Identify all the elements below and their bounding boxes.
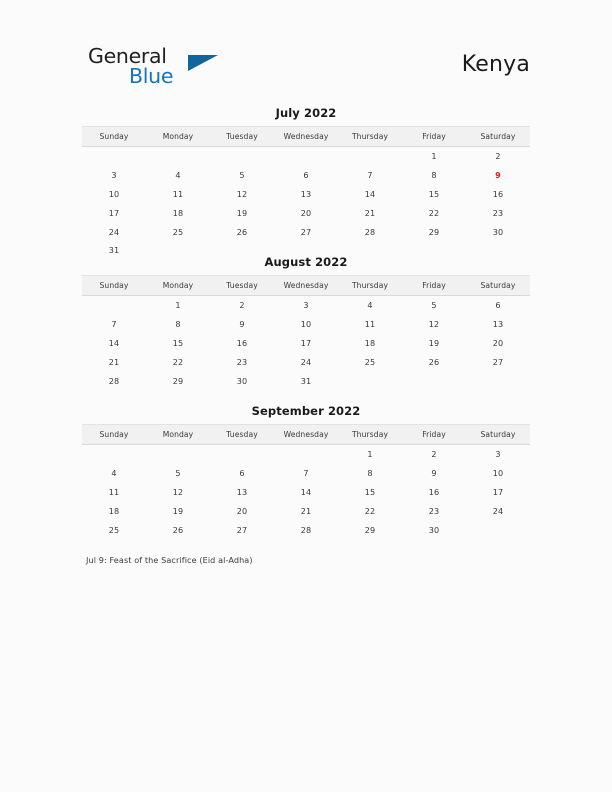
month-title: July 2022 [275,106,337,120]
day-cell[interactable]: 11 [172,188,184,199]
day-cell[interactable]: 18 [364,337,376,348]
day-cell[interactable]: 2 [239,300,245,311]
weekday-header-row [82,276,530,296]
day-cell[interactable]: 26 [172,524,184,535]
day-cell-empty [338,147,402,166]
month-block-july [82,106,530,260]
day-cell[interactable]: 1 [431,151,437,162]
day-cell[interactable]: 13 [300,188,312,199]
day-cell-empty [466,371,530,390]
weekday-header-wednesday: Wednesday [274,425,338,445]
weekday-header-monday: Monday [146,127,210,147]
day-cell[interactable]: 29 [172,375,184,386]
day-cell[interactable]: 22 [428,207,440,218]
week-row [82,334,530,353]
day-cell-empty [210,445,274,464]
weekday-header-sunday: Sunday [82,425,146,445]
day-cell[interactable]: 16 [236,337,248,348]
weekday-header-saturday: Saturday [466,425,530,445]
day-cell[interactable]: 30 [492,226,504,237]
day-cell[interactable]: 16 [428,486,440,497]
weekday-header-saturday: Saturday [466,127,530,147]
weekday-header-row [82,425,530,445]
day-cell[interactable]: 27 [236,524,248,535]
day-cell[interactable]: 26 [236,226,248,237]
day-cell[interactable]: 8 [431,170,437,181]
week-row [82,352,530,371]
day-cell[interactable]: 23 [428,505,440,516]
day-cell[interactable]: 25 [364,356,376,367]
weekday-header-thursday: Thursday [338,127,402,147]
week-row [82,445,530,464]
week-row [82,185,530,204]
day-cell[interactable]: 7 [303,468,309,479]
day-cell[interactable]: 6 [303,170,309,181]
day-cell-empty [274,445,338,464]
day-cell[interactable]: 21 [300,505,312,516]
week-row [82,483,530,502]
day-cell-empty [146,445,210,464]
month-body [82,296,530,390]
day-cell[interactable]: 2 [495,151,501,162]
day-cell[interactable]: 29 [428,226,440,237]
day-cell[interactable]: 14 [300,486,312,497]
week-row [82,371,530,390]
day-cell[interactable]: 15 [172,337,184,348]
day-cell[interactable]: 27 [492,356,504,367]
week-row [82,296,530,315]
day-cell-empty [210,147,274,166]
day-cell[interactable]: 10 [300,319,312,330]
day-cell[interactable]: 15 [364,486,376,497]
month-block-september [82,404,530,539]
day-cell[interactable]: 23 [236,356,248,367]
day-cell[interactable]: 8 [367,468,373,479]
month-title: August 2022 [264,255,348,269]
page-header [82,42,530,94]
day-cell[interactable]: 11 [364,319,376,330]
day-cell[interactable]: 5 [431,300,437,311]
weekday-header-row [82,127,530,147]
day-cell[interactable]: 10 [492,468,504,479]
day-cell[interactable]: 21 [108,356,120,367]
week-row [82,166,530,185]
week-row [82,147,530,166]
day-cell[interactable]: 28 [364,226,376,237]
day-cell-empty [82,296,146,315]
weekday-header-tuesday: Tuesday [210,425,274,445]
logo-text-blue: Blue [129,64,174,88]
week-row [82,464,530,483]
day-cell[interactable]: 16 [492,188,504,199]
day-cell[interactable]: 24 [108,226,120,237]
day-cell[interactable]: 14 [364,188,376,199]
holiday-notes [86,554,546,567]
day-cell[interactable]: 4 [175,170,181,181]
weekday-header-tuesday: Tuesday [210,276,274,296]
day-cell[interactable]: 20 [492,337,504,348]
day-cell[interactable]: 30 [236,375,248,386]
month-grid [82,126,530,260]
general-blue-logo [82,42,272,94]
day-cell[interactable]: 25 [172,226,184,237]
weekday-header-monday: Monday [146,425,210,445]
day-cell[interactable]: 11 [108,486,120,497]
day-cell-empty [466,520,530,539]
day-cell[interactable]: 6 [495,300,501,311]
weekday-header-thursday: Thursday [338,425,402,445]
day-cell-empty [82,147,146,166]
month-grid [82,275,530,390]
weekday-header-saturday: Saturday [466,276,530,296]
weekday-header-wednesday: Wednesday [274,276,338,296]
week-row [82,222,530,241]
day-cell-empty [82,445,146,464]
day-cell-empty [338,371,402,390]
day-cell[interactable]: 20 [300,207,312,218]
weekday-header-monday: Monday [146,276,210,296]
day-cell[interactable]: 1 [367,449,373,460]
weekday-header-sunday: Sunday [82,276,146,296]
day-cell[interactable]: 28 [300,524,312,535]
day-cell[interactable]: 19 [428,337,440,348]
day-cell[interactable]: 1 [175,300,181,311]
weekday-header-friday: Friday [402,127,466,147]
day-cell-holiday[interactable]: 9 [495,170,501,181]
day-cell[interactable]: 5 [239,170,245,181]
page-title: Kenya [461,52,530,77]
month-body [82,147,530,260]
day-cell[interactable]: 12 [428,319,440,330]
day-cell[interactable]: 19 [236,207,248,218]
day-cell[interactable]: 29 [364,524,376,535]
day-cell[interactable]: 4 [367,300,373,311]
day-cell[interactable]: 7 [111,319,117,330]
day-cell[interactable]: 17 [108,207,120,218]
day-cell[interactable]: 30 [428,524,440,535]
day-cell[interactable]: 10 [108,188,120,199]
weekday-header-friday: Friday [402,425,466,445]
day-cell[interactable]: 26 [428,356,440,367]
day-cell[interactable]: 3 [303,300,309,311]
day-cell[interactable]: 20 [236,505,248,516]
day-cell[interactable]: 31 [108,245,120,256]
day-cell[interactable]: 5 [175,468,181,479]
day-cell[interactable]: 25 [108,524,120,535]
day-cell[interactable]: 31 [300,375,312,386]
holiday-note-item: Jul 9: Feast of the Sacrifice (Eid al-Adha) [86,555,253,565]
day-cell[interactable]: 17 [492,486,504,497]
day-cell[interactable]: 9 [239,319,245,330]
month-block-august [82,255,530,390]
day-cell[interactable]: 6 [239,468,245,479]
day-cell[interactable]: 12 [172,486,184,497]
day-cell[interactable]: 22 [364,505,376,516]
day-cell-empty [402,371,466,390]
day-cell[interactable]: 7 [367,170,373,181]
day-cell[interactable]: 24 [300,356,312,367]
day-cell[interactable]: 15 [428,188,440,199]
day-cell[interactable]: 4 [111,468,117,479]
day-cell-empty [274,147,338,166]
day-cell[interactable]: 24 [492,505,504,516]
day-cell[interactable]: 8 [175,319,181,330]
logo-text-general: General [88,44,167,68]
month-grid [82,424,530,539]
week-row [82,203,530,222]
week-row [82,501,530,520]
weekday-header-friday: Friday [402,276,466,296]
weekday-header-sunday: Sunday [82,127,146,147]
day-cell[interactable]: 22 [172,356,184,367]
day-cell[interactable]: 3 [111,170,117,181]
day-cell[interactable]: 23 [492,207,504,218]
weekday-header-wednesday: Wednesday [274,127,338,147]
day-cell[interactable]: 27 [300,226,312,237]
day-cell[interactable]: 18 [172,207,184,218]
week-row [82,315,530,334]
day-cell[interactable]: 19 [172,505,184,516]
day-cell[interactable]: 13 [236,486,248,497]
day-cell[interactable]: 17 [300,337,312,348]
day-cell[interactable]: 9 [431,468,437,479]
day-cell[interactable]: 13 [492,319,504,330]
day-cell[interactable]: 2 [431,449,437,460]
logo-triangle-icon [188,55,218,71]
weekday-header-tuesday: Tuesday [210,127,274,147]
day-cell[interactable]: 12 [236,188,248,199]
day-cell[interactable]: 3 [495,449,501,460]
day-cell[interactable]: 18 [108,505,120,516]
day-cell[interactable]: 28 [108,375,120,386]
day-cell-empty [146,147,210,166]
month-title: September 2022 [251,404,361,418]
day-cell[interactable]: 14 [108,337,120,348]
weekday-header-thursday: Thursday [338,276,402,296]
day-cell[interactable]: 21 [364,207,376,218]
month-body [82,445,530,539]
week-row [82,520,530,539]
